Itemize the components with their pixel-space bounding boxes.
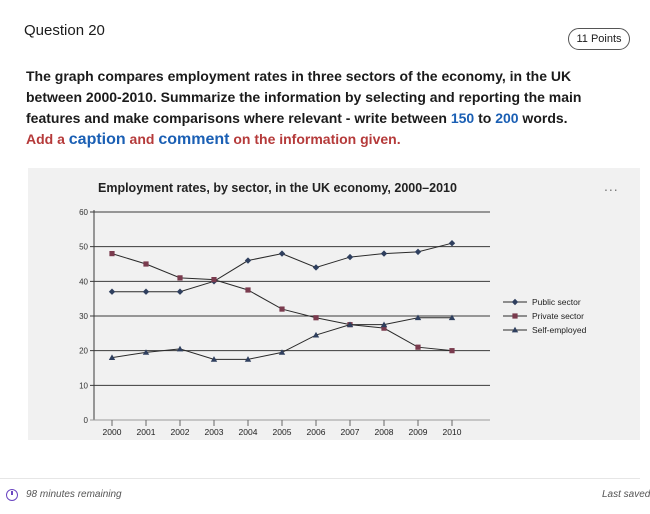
- instruction-add: Add a: [26, 131, 69, 147]
- data-point-private-sector: [245, 287, 250, 292]
- footer-divider: [0, 478, 640, 479]
- legend-label-self-employed: Self-employed: [532, 325, 587, 335]
- data-point-public-sector: [415, 249, 421, 255]
- x-tick-label: 2008: [374, 427, 394, 437]
- x-tick-label: 2005: [272, 427, 292, 437]
- y-tick-label: 50: [79, 242, 88, 252]
- comment-keyword: comment: [158, 131, 230, 148]
- more-options-icon[interactable]: ...: [604, 178, 619, 194]
- prompt-text: The graph compares employment rates in three sectors of the economy, in the UK between 2000-2010. Summarize the information by selecting and reporting the main features and make comparisons where relevant - write between: [26, 68, 582, 126]
- caption-keyword: caption: [68, 131, 126, 148]
- legend-label-private-sector: Private sector: [532, 311, 584, 321]
- y-tick-label: 0: [83, 416, 88, 425]
- data-point-public-sector: [279, 250, 285, 256]
- data-point-public-sector: [381, 250, 387, 256]
- x-tick-label: 2003: [204, 427, 224, 437]
- data-point-public-sector: [347, 254, 353, 260]
- data-point-private-sector: [109, 251, 114, 256]
- min-words: 150: [450, 110, 475, 126]
- data-point-private-sector: [211, 277, 216, 282]
- data-point-private-sector: [313, 315, 318, 320]
- chart-title: Employment rates, by sector, in the UK economy, 2000–2010: [98, 181, 457, 195]
- data-point-private-sector: [279, 306, 284, 311]
- prompt-end: words.: [518, 110, 568, 126]
- x-tick-label: 2009: [408, 427, 428, 437]
- y-tick-label: 40: [79, 277, 88, 287]
- question-title: Question 20: [24, 22, 105, 39]
- legend-marker-public-sector: [512, 299, 518, 305]
- prompt-to: to: [474, 110, 496, 126]
- max-words: 200: [495, 110, 519, 126]
- y-tick-label: 10: [79, 381, 88, 391]
- last-saved-status: Last saved: [602, 489, 650, 500]
- data-point-private-sector: [449, 348, 454, 353]
- points-badge: 11 Points: [568, 28, 630, 50]
- x-tick-label: 2010: [442, 427, 462, 437]
- data-point-public-sector: [313, 264, 319, 270]
- instruction-rest: on the information given.: [229, 131, 401, 147]
- data-point-self-employed: [177, 346, 183, 352]
- legend-marker-private-sector: [512, 313, 517, 318]
- data-point-private-sector: [143, 261, 148, 266]
- x-tick-label: 2001: [136, 427, 156, 437]
- data-point-public-sector: [143, 289, 149, 295]
- x-tick-label: 2002: [170, 427, 190, 437]
- data-point-public-sector: [109, 289, 115, 295]
- y-tick-label: 20: [79, 346, 88, 356]
- data-point-public-sector: [177, 289, 183, 295]
- y-tick-label: 30: [79, 312, 88, 321]
- x-tick-label: 2004: [238, 427, 258, 437]
- data-point-public-sector: [449, 240, 455, 246]
- x-tick-label: 2007: [340, 427, 360, 437]
- time-remaining: 98 minutes remaining: [26, 489, 122, 500]
- data-point-self-employed: [279, 349, 285, 355]
- x-tick-label: 2000: [102, 427, 122, 437]
- data-point-private-sector: [415, 345, 420, 350]
- y-tick-label: 60: [79, 208, 88, 217]
- instruction-and: and: [125, 131, 159, 147]
- legend-label-public-sector: Public sector: [532, 297, 581, 307]
- data-point-public-sector: [245, 257, 251, 263]
- timer-icon: [6, 489, 18, 501]
- x-tick-label: 2006: [306, 427, 326, 437]
- series-line-private-sector: [112, 254, 452, 351]
- data-point-private-sector: [177, 275, 182, 280]
